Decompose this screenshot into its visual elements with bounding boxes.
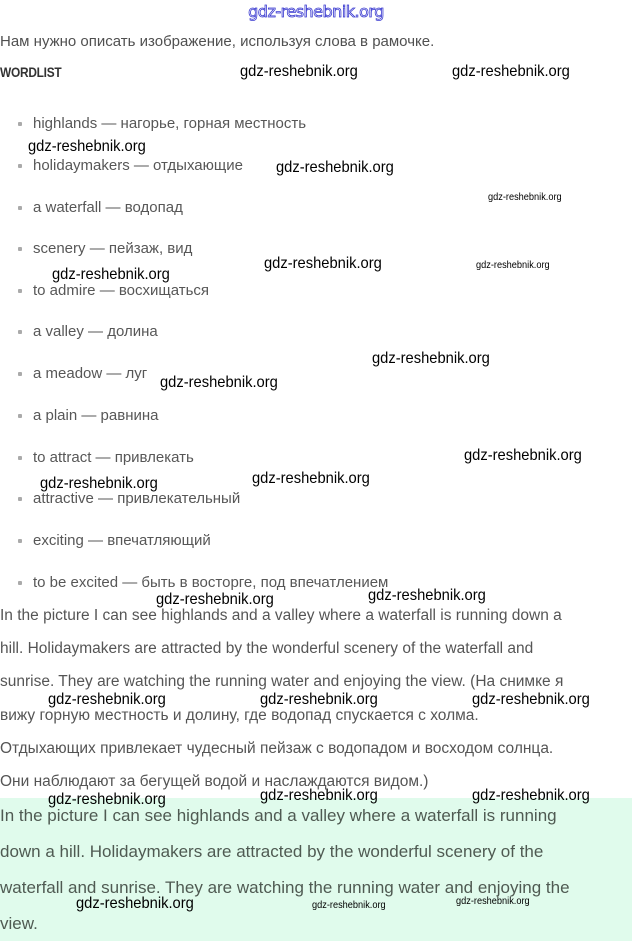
wordlist-heading: WORDLIST — [0, 64, 62, 80]
watermark: gdz-reshebnik.org — [156, 591, 274, 608]
watermark: gdz-reshebnik.org — [264, 255, 382, 272]
list-item — [18, 364, 147, 384]
watermark: gdz-reshebnik.org — [476, 260, 550, 271]
list-item — [18, 239, 192, 259]
watermark: gdz-reshebnik.org — [368, 587, 486, 604]
list-item — [18, 406, 158, 426]
list-item — [18, 531, 211, 551]
bullet-icon — [18, 414, 22, 418]
bullet-icon — [18, 164, 22, 168]
watermark: gdz-reshebnik.org — [240, 63, 358, 80]
watermark: gdz-reshebnik.org — [372, 350, 490, 367]
watermark: gdz-reshebnik.org — [40, 475, 158, 492]
site-watermark-logo: gdz-reshebnik.org — [248, 2, 384, 21]
bullet-icon — [18, 206, 22, 210]
bullet-icon — [18, 372, 22, 376]
list-item-text: highlands — нагорье, горная местность — [33, 115, 307, 132]
watermark: gdz-reshebnik.org — [160, 374, 278, 391]
watermark: gdz-reshebnik.org — [472, 787, 590, 804]
watermark: gdz-reshebnik.org — [260, 691, 378, 708]
bullet-icon — [18, 330, 22, 334]
watermark: gdz-reshebnik.org — [76, 895, 194, 912]
watermark: gdz-reshebnik.org — [52, 266, 170, 283]
answer-line: view. — [0, 914, 38, 933]
watermark: gdz-reshebnik.org — [260, 787, 378, 804]
paragraph-line: вижу горную местность и долину, где водопад спускается с холма. — [0, 707, 479, 724]
watermark: gdz-reshebnik.org — [28, 138, 146, 155]
list-item — [18, 114, 306, 134]
list-item — [18, 198, 183, 218]
paragraph-line: sunrise. They are watching the running water and enjoying the view. (На снимке я — [0, 673, 564, 690]
list-item-text: a waterfall — водопад — [33, 199, 183, 216]
watermark: gdz-reshebnik.org — [452, 63, 570, 80]
paragraph-line: Они наблюдают за бегущей водой и наслаждаются видом.) — [0, 773, 429, 790]
watermark: gdz-reshebnik.org — [48, 691, 166, 708]
paragraph-line: Отдыхающих привлекает чудесный пейзаж с водопадом и восходом солнца. — [0, 740, 554, 757]
watermark: gdz-reshebnik.org — [488, 192, 562, 203]
list-item-text: attractive — привлекательный — [33, 490, 241, 507]
bullet-icon — [18, 247, 22, 251]
watermark: gdz-reshebnik.org — [312, 900, 386, 911]
bullet-icon — [18, 539, 22, 543]
watermark: gdz-reshebnik.org — [456, 896, 530, 907]
list-item — [18, 281, 209, 301]
list-item — [18, 448, 194, 468]
watermark: gdz-reshebnik.org — [472, 691, 590, 708]
bullet-icon — [18, 581, 22, 585]
list-item — [18, 322, 158, 342]
bullet-icon — [18, 122, 22, 126]
watermark: gdz-reshebnik.org — [276, 159, 394, 176]
paragraph-line: hill. Holidaymakers are attracted by the wonderful scenery of the waterfall and — [0, 640, 534, 657]
watermark: gdz-reshebnik.org — [48, 791, 166, 808]
list-item-text: a valley — долина — [33, 323, 158, 340]
list-item-text: scenery — пейзаж, вид — [33, 240, 193, 257]
list-item — [18, 573, 388, 593]
list-item-text: to be excited — быть в восторге, под впечатлением — [33, 574, 389, 591]
list-item-text: to admire — восхищаться — [33, 282, 210, 299]
answer-line: down a hill. Holidaymakers are attracted by the wonderful scenery of the — [0, 842, 544, 861]
list-item-text: to attract — привлекать — [33, 449, 194, 466]
list-item-text: holidaymakers — отдыхающие — [33, 157, 243, 174]
list-item-text: a plain — равнина — [33, 407, 159, 424]
answer-line: In the picture I can see highlands and a valley where a waterfall is running — [0, 806, 557, 825]
task-intro: Нам нужно описать изображение, используя слова в рамочке. — [0, 33, 435, 50]
watermark: gdz-reshebnik.org — [464, 447, 582, 464]
list-item — [18, 156, 243, 176]
paragraph-line: In the picture I can see highlands and a valley where a waterfall is running down a — [0, 607, 562, 624]
list-item-text: exciting — впечатляющий — [33, 532, 211, 549]
watermark: gdz-reshebnik.org — [252, 470, 370, 487]
bullet-icon — [18, 456, 22, 460]
bullet-icon — [18, 497, 22, 501]
list-item-text: a meadow — луг — [33, 365, 148, 382]
answer-line: waterfall and sunrise. They are watching the running water and enjoying the — [0, 878, 570, 897]
bullet-icon — [18, 289, 22, 293]
